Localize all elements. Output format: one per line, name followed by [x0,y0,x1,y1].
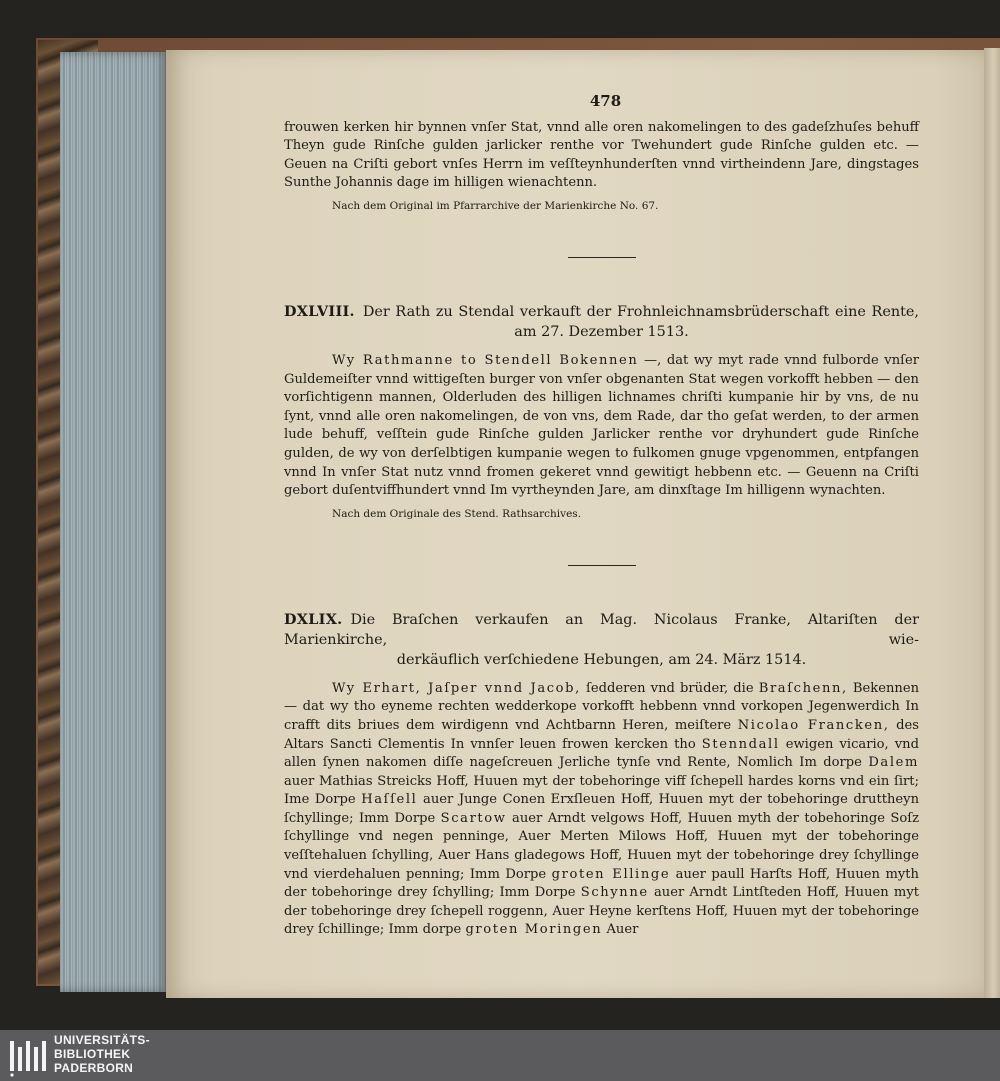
spaced-name: groten Ellinge [551,866,671,882]
section-title-continued: derkäuflich verſchiedene Hebungen, am 24. März 1514. [396,651,807,668]
text-run: Bekennen — dat wy tho eyneme rechten wedderkope vorkofft hebbenn vnnd vorkopen Jegenwerdich In crafft dits briues dem wirdigenn vnd Achtbarnn Heren, meiſtere [284,680,920,733]
section-lead: Wy Rathmanne to Stendell Bokennen [332,352,639,368]
text-run: auer Arndt Lintſteden Hoff, Huuen myt der tobehoringe drey ſchepell roggenn, Auer Heyne kerſtens Hoff, Huuen myt der tobehoringe drey ſchillinge; Imm dorpe [284,885,919,938]
page-number: 478 [589,92,622,110]
section-heading-dxlviii [284,302,919,342]
text-run: auer Mathias Streicks Hoff, Huuen myt der tobehoringe viff ſchepell hardes korns vnd ein ſirt; Ime Dorpe [284,773,919,808]
section-body [284,680,919,940]
text-run: ewigen vicario, vnd allen ſynen nakomen diſſe nageſcreuen Jerliche tynſe vnd Rente, Nomlich Im dorpe [284,736,919,771]
spaced-name: Dalem [868,755,919,771]
spaced-name: Nicolao Francken, [737,717,890,733]
page-edges [60,52,168,992]
spaced-name: Schynne [580,885,649,901]
text-run: auer Junge Conen Erxſleuen Hoff, Huuen myt der tobehoringe druttheyn ſchyllinge; Imm Dorpe [284,792,920,826]
text-run: ſedderen vnd brüder, die [580,680,759,696]
heading-line-1 [284,302,919,322]
text-run: auer paull Harſts Hoff, Huuen myth der tobehoringe drey ſchylling; Imm Dorpe [284,866,919,901]
text-run: des Altars Sancti Clementis In vnnſer leuen frowen kercken tho [284,717,920,752]
spaced-name: groten Moringen [465,922,603,938]
section-source-note: Nach dem Originale des Stend. Rathsarchives. [332,507,582,520]
section-body [284,352,919,501]
intro-paragraph: frouwen kerken hir bynnen vnſer Stat, vnnd alle oren nakomelingen to des gadeſzhuſes behuff Theyn gude Rinſche gulden jarlicker renthe vor Twehundert gude Rinſche gulden etc. — Geuen na Criſti gebort vnſes Herrn im veſſteynhunderſten vnnd virtheindenn Jare, dingstages Sunthe Johannis dage im hilligen wienachtenn. [284,119,919,191]
library-logo-icon [8,1037,48,1077]
section-lead: Wy Erhart, Jaſper vnnd Jacob, [332,680,581,696]
intro-source-note: Nach dem Original im Pfarrarchive der Marienkirche No. 67. [332,199,659,212]
spaced-name: Scartow [440,810,507,826]
library-name-line-3: PADERBORN [54,1061,134,1075]
text-run: Auer [602,922,639,938]
spaced-name: Braſchenn, [758,680,848,696]
page-right-edge [984,48,1000,998]
section-text: —, dat wy myt rade vnnd fulborde vnſer Guldemeiſter vnnd wittigeſten burger von vnſer obgenanten Stat wegen vorkofft hebben — den vorſichtigenn mannen, Olderluden des hilligen lichnames chriſti kumpanie hir by vns, de nu ſynt, vnnd alle oren nakomelingen, de von vns, dem Rade, dar tho geſat werden, to der armen lude behuff, veſſtein gude Rinſche gulden Jarlicker renthe vor dryhundert gude Rinſche gulden, de wy von derſelbtigen kumpanie wegen to fulkomen gnuge vpgenommen, entpfangen vnnd In vnſer Stat nutz vnnd fromen gekeret vnnd gewitigt hebbenn etc. — Geuenn na Criſti gebort duſentviffhundert vnnd Im vyrtheynden Jare, am dinxſtage Im hilligenn wynachten. [284,352,919,499]
section-divider [568,565,636,566]
heading-line-1 [284,610,919,650]
library-name [54,1033,254,1075]
spaced-name: Stenndall [701,736,780,752]
section-title: Die Braſchen verkaufen an Mag. Nicolaus Franke, Altariſten der Marienkirche, wie- [284,611,919,648]
section-divider [568,257,636,258]
section-heading-dxlix [284,610,919,670]
text-run: auer Arndt velgows Hoff, Huuen myth der tobehoringe Soſz ſchyllinge vnd negen penninge, Auer Merten Milows Hoff, Huuen myt der tobehoringe veſſtehaluen ſchylling, Auer Hans gladegows Hoff, Huuen myt der tobehoringe drey ſchyllinge vnd vierdehaluen penning; Imm Dorpe [284,810,919,882]
library-name-line-2: BIBLIOTHEK [54,1047,131,1061]
page-text [284,92,919,940]
section-number: DXLIX. [284,610,343,628]
library-name-line-1: UNIVERSITÄTS- [54,1033,150,1047]
spaced-name: Haſſell [361,792,418,808]
section-number: DXLVIII. [284,302,355,320]
section-title: Der Rath zu Stendal verkauft der Frohnleichnamsbrüderschaft eine Rente, [362,303,919,320]
section-title-continued: am 27. Dezember 1513. [514,323,689,340]
